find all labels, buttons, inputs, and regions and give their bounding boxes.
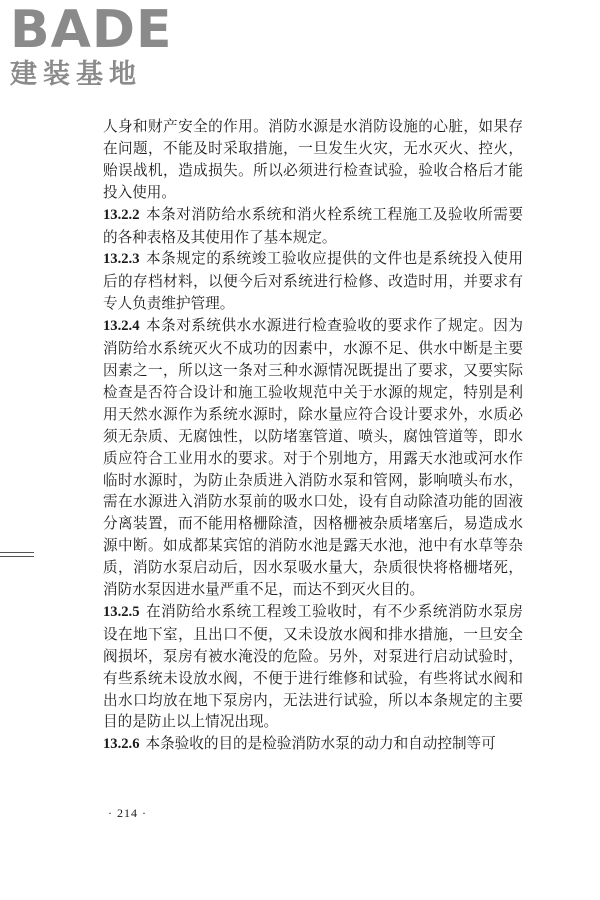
clause-number: 13.2.3	[103, 251, 140, 268]
paragraph-continuation	[103, 116, 523, 204]
page-number: · 214 ·	[108, 806, 147, 820]
clause-13-2-3	[103, 248, 523, 315]
clause-13-2-2	[103, 204, 523, 249]
clause-number: 13.2.5	[103, 603, 140, 620]
clause-number: 13.2.6	[103, 736, 140, 753]
clause-text: 本条规定的系统竣工验收应提供的文件也是系统投入使用后的存档材料，以便今后对系统进行检修、改造时用，并要求有专人负责维护管理。	[103, 250, 523, 313]
clause-13-2-4	[103, 315, 523, 601]
clause-number: 13.2.4	[103, 318, 140, 335]
margin-binding-mark	[0, 552, 34, 560]
clause-text: 本条对消防给水系统和消火栓系统工程施工及验收所需要的各种表格及其使用作了基本规定。	[103, 205, 523, 246]
logo-subtitle: 建装基地	[10, 59, 142, 90]
page-body	[103, 116, 523, 756]
clause-text: 本条对系统供水水源进行检查验收的要求作了规定。因为消防给水系统灭火不成功的因素中，水源不足、供水中断是主要因素之一，所以这一条对三种水源情况既提出了要求，又要实际检查是否符合设计和施工验收规范中关于水源的规定，特别是利用天然水源作为系统水源时，除水量应符合设计要求外，水质必须无杂质、无腐蚀性，以防堵塞管道、喷头，腐蚀管道等，即水质应符合工业用水的要求。对于个别地方，用露天水池或河水作临时水源时，为防止杂质进入消防水泵和管网，影响喷头布水，需在水源进入消防水泵前的吸水口处，设有自动除渣功能的固液分离装置，而不能用格栅除渣，因格栅被杂质堵塞后，易造成水源中断。如成都某宾馆的消防水池是露天水池，池中有水草等杂质，消防水泵启动后，因水泵吸水量大，杂质很快将格栅堵死，消防水泵因进水量严重不足，而达不到灭火目的。	[103, 317, 523, 599]
clause-13-2-6	[103, 733, 523, 756]
clause-text: 在消防给水系统工程竣工验收时，有不少系统消防水泵房设在地下室，且出口不便，又未设放水阀和排水措施，一旦安全阀损坏，泵房有被水淹没的危险。另外，对泵进行启动试验时，有些系统未设放水阀，不便于进行维修和试验，有些将试水阀和出水口均放在地下泵房内，无法进行试验，所以本条规定的主要目的是防止以上情况出现。	[103, 602, 523, 731]
clause-number: 13.2.2	[103, 206, 140, 223]
brand-logo	[10, 0, 180, 90]
clause-text: 本条验收的目的是检验消防水泵的动力和自动控制等可	[145, 735, 496, 753]
paragraph-text: 人身和财产安全的作用。消防水源是水消防设施的心脏，如果存在问题，不能及时采取措施，一旦发生火灾，无水灭火、控火，贻误战机，造成损失。所以必须进行检查试验，验收合格后才能投入使用。	[103, 118, 523, 201]
logo-brand-text: BADE	[10, 0, 173, 60]
clause-13-2-5	[103, 601, 523, 733]
